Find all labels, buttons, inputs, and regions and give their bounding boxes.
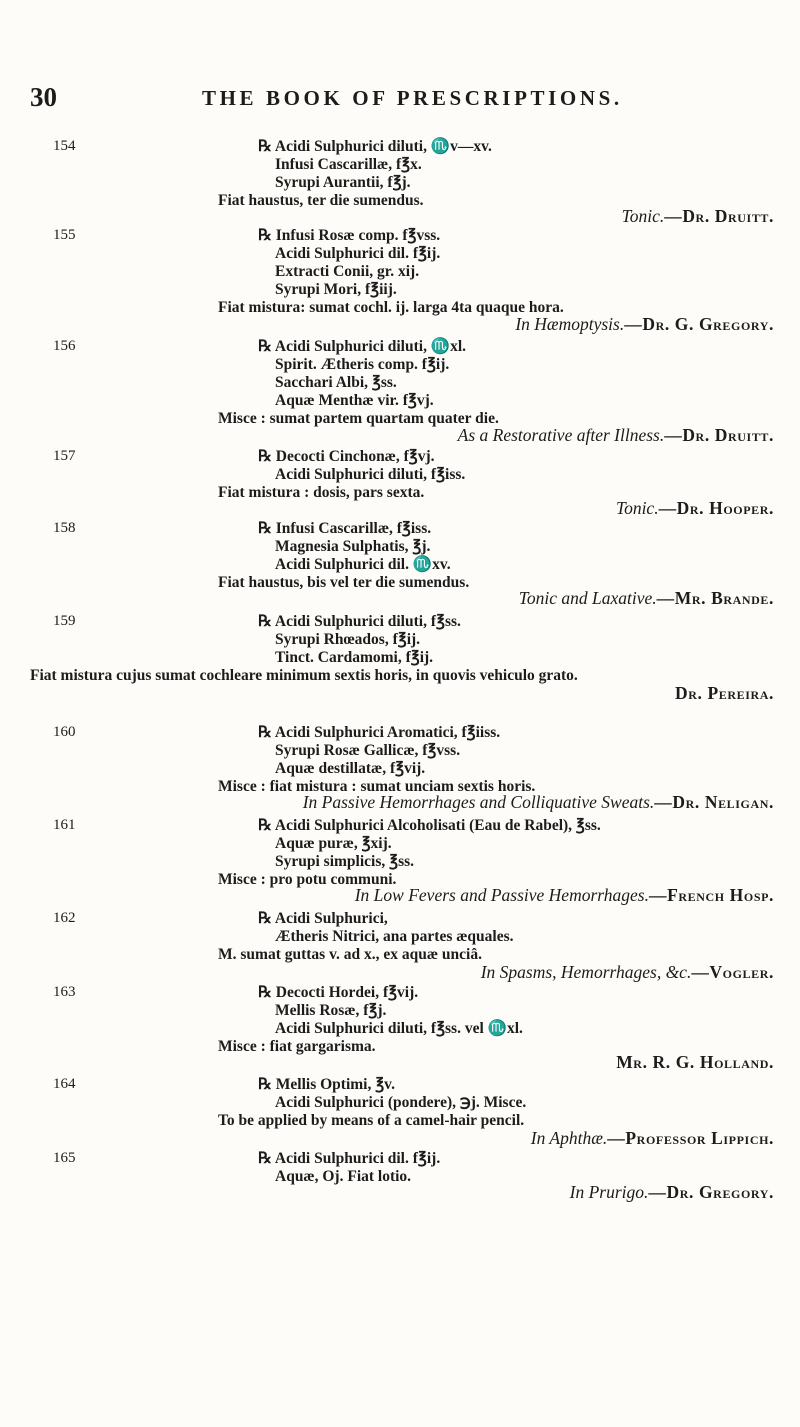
indication: In Prurigo.	[569, 1182, 649, 1202]
attribution	[303, 794, 774, 812]
prescription-number: 161	[53, 817, 76, 833]
prescription-line: Misce : sumat partem quartam quater die.	[218, 410, 499, 427]
author: Mr. R. G. Holland.	[616, 1052, 774, 1072]
author: —Dr. Gregory.	[648, 1182, 774, 1202]
prescription-line: ℞ Infusi Cascarillæ, f℥iss.	[258, 520, 432, 537]
prescription-line: Fiat mistura: sumat cochl. ij. larga 4ta quaque hora.	[218, 299, 564, 316]
prescription-line: Tinct. Cardamomi, f℥ij.	[275, 649, 434, 666]
prescription-number: 154	[53, 138, 76, 154]
attribution	[616, 1054, 774, 1072]
attribution	[355, 887, 774, 905]
attribution	[458, 427, 774, 445]
attribution	[519, 590, 774, 608]
attribution	[622, 208, 774, 226]
prescription-number: 158	[53, 520, 76, 536]
attribution	[481, 964, 774, 982]
prescription-line: ℞ Acidi Sulphurici diluti, f℥ss.	[258, 613, 461, 630]
attribution	[616, 500, 774, 518]
prescription-line: Ætheris Nitrici, ana partes æquales.	[275, 928, 514, 945]
prescription-line: Aquæ Menthæ vir. f℥vj.	[275, 392, 434, 409]
prescription-number: 164	[53, 1076, 76, 1092]
indication: Tonic.	[615, 498, 659, 518]
prescription-line: Extracti Conii, gr. xij.	[275, 263, 420, 280]
prescription-line: Magnesia Sulphatis, ℥j.	[275, 538, 431, 555]
prescription-line: Acidi Sulphurici (pondere), ℈j. Misce.	[275, 1094, 527, 1111]
author: Dr. Pereira.	[675, 683, 774, 703]
author: —Vogler.	[691, 962, 774, 982]
author: —Dr. Druitt.	[664, 425, 774, 445]
indication: In Passive Hemorrhages and Colliquative Sweats.	[302, 792, 655, 812]
attribution	[570, 1184, 774, 1202]
attribution	[675, 685, 774, 703]
prescription-line: Aquæ destillatæ, f℥vij.	[275, 760, 426, 777]
prescription-line: Spirit. Ætheris comp. f℥ij.	[275, 356, 450, 373]
prescription-line: Fiat haustus, ter die sumendus.	[218, 192, 424, 209]
author: —Mr. Brande.	[656, 588, 774, 608]
prescription-line: Infusi Cascarillæ, f℥x.	[275, 156, 422, 173]
prescription-number: 165	[53, 1150, 76, 1166]
prescription-line: Fiat mistura : dosis, pars sexta.	[218, 484, 425, 501]
prescription-line: M. sumat guttas v. ad x., ex aquæ unciâ.	[218, 946, 482, 963]
prescription-line: Syrupi Rhœados, f℥ij.	[275, 631, 421, 648]
prescription-line: Misce : fiat mistura : sumat unciam sextis horis.	[218, 778, 536, 795]
running-title: THE BOOK OF PRESCRIPTIONS.	[202, 86, 623, 110]
prescription-line: ℞ Acidi Sulphurici diluti, ♏v—xv.	[258, 138, 492, 155]
prescription-number: 159	[53, 613, 76, 629]
author: —Professor Lippich.	[607, 1128, 774, 1148]
prescription-line: ℞ Acidi Sulphurici dil. f℥ij.	[258, 1150, 441, 1167]
prescription-line: Aquæ, Oj. Fiat lotio.	[275, 1168, 412, 1185]
author: —Dr. Druitt.	[664, 206, 774, 226]
indication: Tonic and Laxative.	[518, 588, 657, 608]
prescription-line: ℞ Infusi Rosæ comp. f℥vss.	[258, 227, 441, 244]
prescription-line: ℞ Decocti Hordei, f℥vij.	[258, 984, 419, 1001]
prescription-line: Fiat haustus, bis vel ter die sumendus.	[218, 574, 470, 591]
page-number: 30	[30, 82, 57, 112]
prescription-line: Misce : pro potu communi.	[218, 871, 397, 888]
prescription-number: 160	[53, 724, 76, 740]
prescription-line: Mellis Rosæ, f℥j.	[275, 1002, 387, 1019]
prescription-line: Acidi Sulphurici diluti, f℥iss.	[275, 466, 466, 483]
prescription-line: Acidi Sulphurici diluti, f℥ss. vel ♏xl.	[275, 1020, 523, 1037]
prescription-number: 162	[53, 910, 76, 926]
prescription-line: Aquæ puræ, ℥xij.	[275, 835, 392, 852]
prescription-line: ℞ Acidi Sulphurici Aromatici, f℥iiss.	[258, 724, 501, 741]
prescription-line: ℞ Acidi Sulphurici diluti, ♏xl.	[258, 338, 467, 355]
prescription-line: Acidi Sulphurici dil. ♏xv.	[275, 556, 451, 573]
indication: As a Restorative after Illness.	[457, 425, 665, 445]
author: —Dr. Hooper.	[658, 498, 774, 518]
prescription-line: Sacchari Albi, ℥ss.	[275, 374, 397, 391]
prescription-line: ℞ Mellis Optimi, ℥v.	[258, 1076, 395, 1093]
prescription-line: ℞ Acidi Sulphurici Alcoholisati (Eau de Rabel), ℥ss.	[258, 817, 601, 834]
author: —Dr. G. Gregory.	[624, 314, 774, 334]
prescription-line: ℞ Decocti Cinchonæ, f℥vj.	[258, 448, 435, 465]
author: —Dr. Neligan.	[654, 792, 774, 812]
prescription-number: 156	[53, 338, 76, 354]
prescription-line: Syrupi Rosæ Gallicæ, f℥vss.	[275, 742, 461, 759]
prescription-line: Syrupi Aurantii, f℥j.	[275, 174, 411, 191]
indication: In Low Fevers and Passive Hemorrhages.	[354, 885, 649, 905]
prescription-number: 163	[53, 984, 76, 1000]
prescription-line: Fiat mistura cujus sumat cochleare minimum sextis horis, in quovis vehiculo grato.	[30, 667, 578, 684]
prescription-line: Misce : fiat gargarisma.	[218, 1038, 376, 1055]
prescription-number: 157	[53, 448, 76, 464]
indication: In Hæmoptysis.	[515, 314, 625, 334]
attribution	[531, 1130, 774, 1148]
prescription-line: Syrupi simplicis, ℥ss.	[275, 853, 415, 870]
prescription-line: ℞ Acidi Sulphurici,	[258, 910, 388, 927]
prescription-line: To be applied by means of a camel-hair pencil.	[218, 1112, 525, 1129]
attribution	[515, 316, 774, 334]
author: —French Hosp.	[648, 885, 774, 905]
page-header	[30, 82, 790, 118]
indication: In Spasms, Hemorrhages, &c.	[480, 962, 692, 982]
prescription-line: Acidi Sulphurici dil. f℥ij.	[275, 245, 441, 262]
indication: In Aphthæ.	[530, 1128, 608, 1148]
prescription-line: Syrupi Mori, f℥iij.	[275, 281, 397, 298]
indication: Tonic.	[621, 206, 665, 226]
prescription-number: 155	[53, 227, 76, 243]
